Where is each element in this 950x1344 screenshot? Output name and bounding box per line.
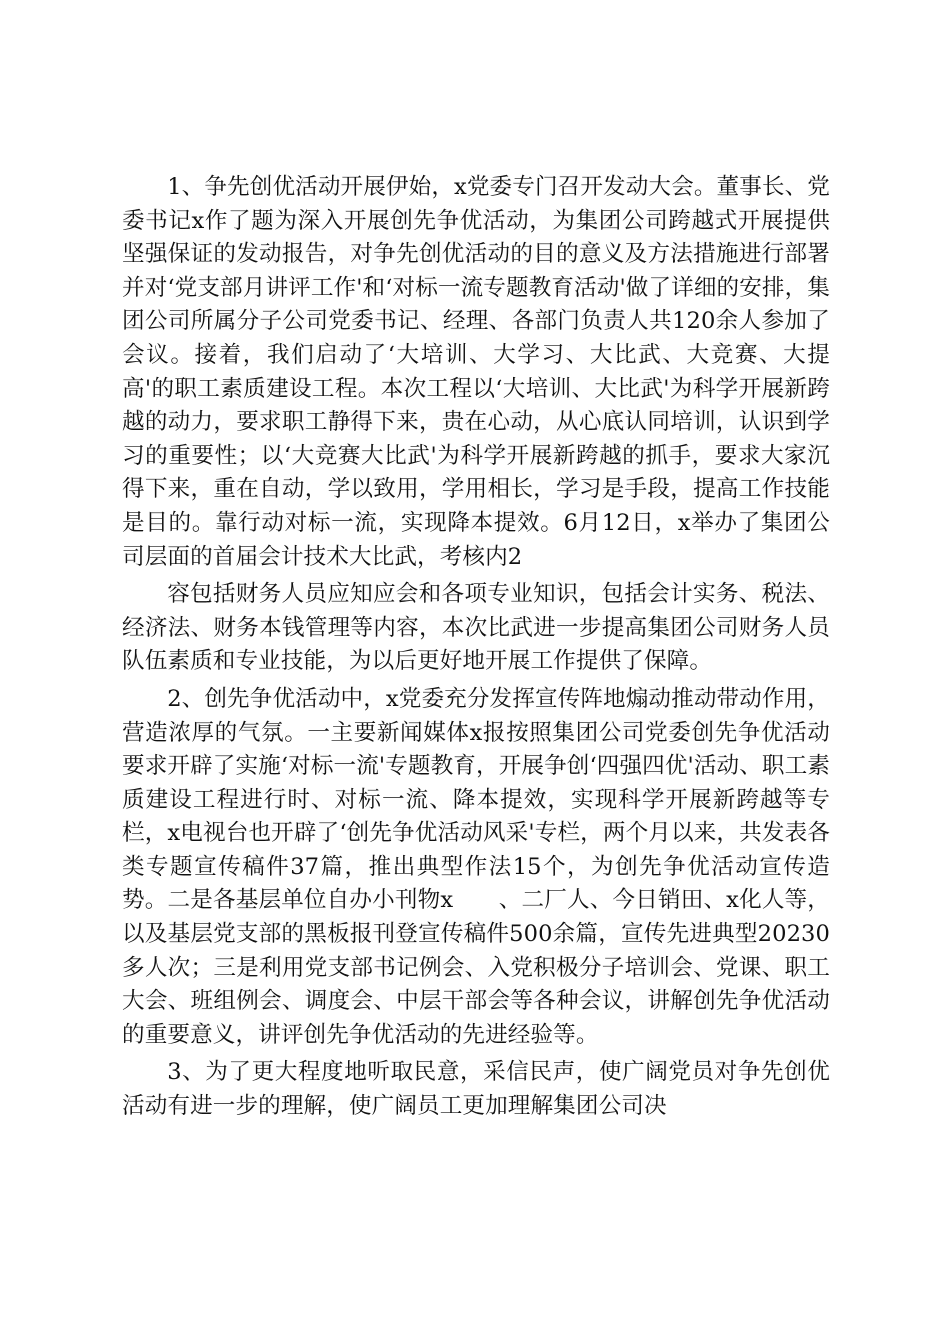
- paragraph-2: 容包括财务人员应知应会和各项专业知识，包括会计实务、税法、经济法、财务本钱管理等内容，本次比武进一步提高集团公司财务人员队伍素质和专业技能，为以后更好地开展工作提供了保障。: [122, 581, 830, 675]
- paragraph-3: 2、创先争优活动中，x党委充分发挥宣传阵地煽动推动带动作用，营造浓厚的气氛。一主要新闻媒体x报按照集团公司党委创先争优活动要求开辟了实施‘对标一流'专题教育，开展争创‘四强四优'活动、职工素质建设工程进行时、对标一流、降本提效，实现科学开展新跨越等专栏，x电视台也开辟了‘创先争优活动风采'专栏，两个月以来，共发表各类专题宣传稿件37篇，推出典型作法15个，为创先争优活动宣传造势。二是各基层单位自办小刊物x 、二厂人、今日销田、x化人等，以及基层党支部的黑板报刊登宣传稿件500余篇，宣传先进典型20230多人次；三是利用党支部书记例会、入党积极分子培训会、党课、职工大会、班组例会、调度会、中层干部会等各种会议，讲解创先争优活动的重要意义，讲评创先争优活动的先进经验等。: [122, 685, 830, 1048]
- paragraph-4: 3、为了更大程度地听取民意，采信民声，使广阔党员对争先创优活动有进一步的理解，使广阔员工更加理解集团公司决: [122, 1059, 830, 1120]
- paragraph-1: 1、争先创优活动开展伊始，x党委专门召开发动大会。董事长、党委书记x作了题为深入开展创先争优活动，为集团公司跨越式开展提供坚强保证的发动报告，对争先创优活动的目的意义及方法措施进行部署并对‘党支部月讲评工作'和‘对标一流专题教育活动'做了详细的安排，集团公司所属分子公司党委书记、经理、各部门负责人共120余人参加了会议。接着，我们启动了‘大培训、大学习、大比武、大竞赛、大提高'的职工素质建设工程。本次工程以‘大培训、大比武'为科学开展新跨越的动力，要求职工静得下来，贵在心动，从心底认同培训，认识到学习的重要性；以‘大竞赛大比武'为科学开展新跨越的抓手，要求大家沉得下来，重在自动，学以致用，学用相长，学习是手段，提高工作技能是目的。靠行动对标一流，实现降本提效。6月12日，x举办了集团公司层面的首届会计技术大比武，考核内2: [122, 174, 830, 570]
- document-body: [122, 171, 830, 1128]
